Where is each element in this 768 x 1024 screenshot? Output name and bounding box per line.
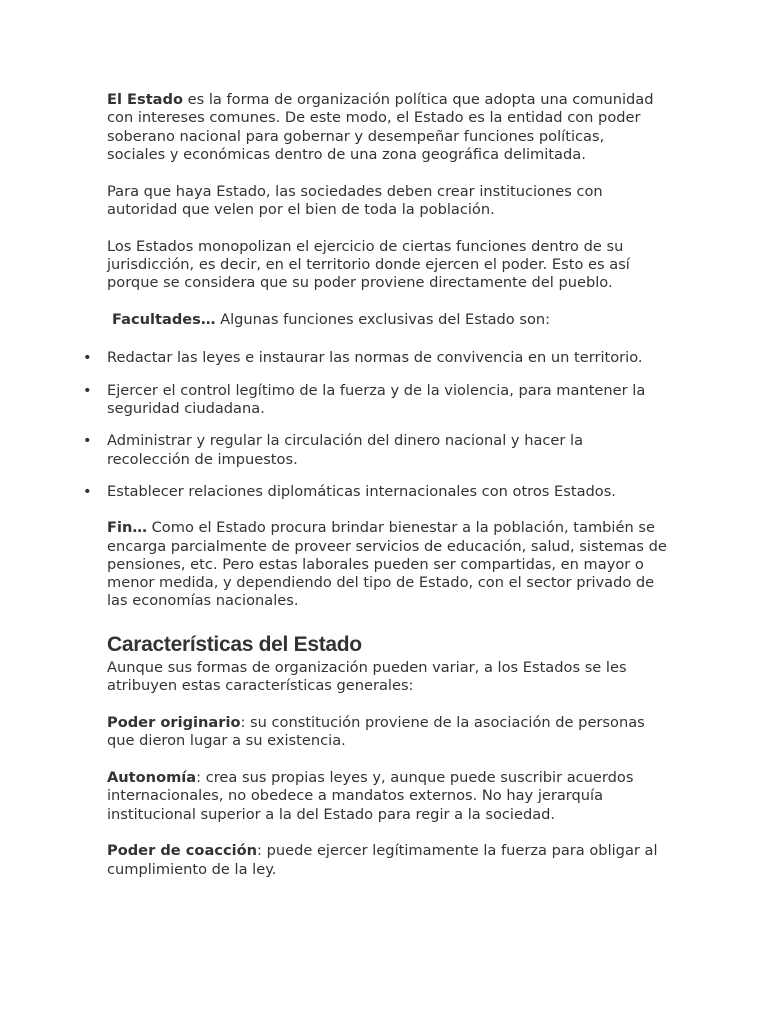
- document-page: [83, 91, 667, 897]
- facultades-text: Algunas funciones exclusivas del Estado son:: [215, 311, 551, 329]
- list-item-text: Redactar las leyes e instaurar las normas de convivencia en un territorio.: [107, 349, 643, 367]
- list-item-text: Ejercer el control legítimo de la fuerza y de la violencia, para mantener la seguridad ciudadana.: [107, 381, 646, 418]
- caracteristica-term: Poder de coacción: [107, 842, 258, 860]
- bullet-icon: •: [83, 349, 92, 367]
- caracteristica-text: : crea sus propias leyes y, aunque puede suscribir acuerdos internacionales, no obedece a mandatos externos. No hay jerarquía institucional superior a la del Estado para regir a la sociedad.: [107, 768, 634, 823]
- section-heading: Características del Estado: [107, 632, 362, 656]
- caracteristica-term: Poder originario: [107, 713, 241, 731]
- caracteristica-poder-de-coaccion: [107, 842, 667, 879]
- list-item: [83, 432, 667, 469]
- caracteristica-autonomia: [107, 769, 667, 824]
- intro-paragraph: [107, 91, 667, 164]
- fin-term: Fin…: [107, 519, 147, 537]
- intro-text: es la forma de organización política que adopta una comunidad con intereses comunes. De este modo, el Estado es la entidad con poder soberano nacional para gobernar y desempeñar funciones políticas, sociales y económicas dentro de una zona geográfica delimitada.: [107, 91, 654, 163]
- bullet-icon: •: [83, 381, 92, 399]
- list-item: [83, 381, 667, 419]
- caracteristica-poder-originario: [107, 714, 667, 751]
- caracteristica-text: : su constitución proviene de la asociación de personas que dieron lugar a su existencia.: [107, 713, 645, 750]
- list-item-text: Administrar y regular la circulación del dinero nacional y hacer la recolección de impuestos.: [107, 432, 584, 468]
- fin-paragraph: [107, 519, 667, 610]
- fin-text: Como el Estado procura brindar bienestar a la población, también se encarga parcialmente de proveer servicios de educación, salud, sistemas de pensiones, etc. Pero estas laborales pueden ser compartidas, en mayor o menor medida, y dependiendo del tipo de Estado, con el sector privado de las economías nacionales.: [107, 519, 667, 610]
- facultades-term: Facultades…: [112, 311, 216, 329]
- paragraph-instituciones: Para que haya Estado, las sociedades deben crear instituciones con autoridad que velen por el bien de toda la población.: [107, 182, 603, 218]
- list-item: [83, 349, 667, 367]
- caracteristica-text: : puede ejercer legítimamente la fuerza para obligar al cumplimiento de la ley.: [107, 842, 658, 878]
- list-item: [83, 482, 667, 501]
- intro-term: El Estado: [107, 91, 184, 108]
- list-item-text: Establecer relaciones diplomáticas internacionales con otros Estados.: [107, 482, 616, 500]
- bullet-icon: •: [83, 482, 92, 500]
- caracteristica-term: Autonomía: [107, 768, 197, 786]
- bullet-icon: •: [83, 432, 92, 450]
- facultades-paragraph: [107, 311, 667, 329]
- section-intro: Aunque sus formas de organización pueden variar, a los Estados se les atribuyen estas características generales:: [107, 658, 627, 695]
- funciones-list: [83, 349, 667, 501]
- paragraph-monopolio: Los Estados monopolizan el ejercicio de ciertas funciones dentro de su jurisdicción, es decir, en el territorio donde ejercen el poder. Esto es así porque se considera que su poder proviene directamente del pueblo.: [107, 237, 630, 292]
